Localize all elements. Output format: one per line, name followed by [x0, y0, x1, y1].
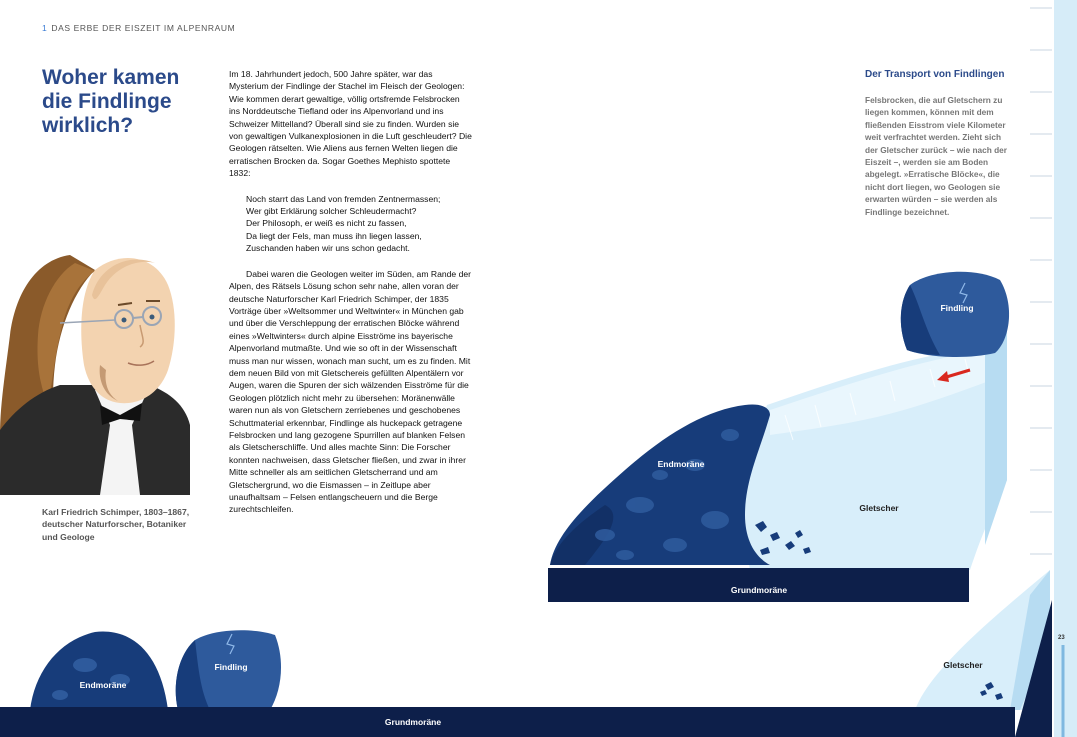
quote-line: Wer gibt Erklärung solcher Schleudermacht?: [246, 206, 417, 217]
label-endmoraene: Endmoräne: [657, 459, 705, 469]
running-title: DAS ERBE DER EISZEIT IM ALPENRAUM: [51, 23, 236, 33]
page-number: 23: [1058, 635, 1065, 641]
label-gletscher-bottom: Gletscher: [943, 660, 983, 670]
body-paragraph-2: Dabei waren die Geologen weiter im Süden, am Rande der Alpen, des Rätsels Lösung schon sehr nahe, allen voran der deutsche Naturforscher Karl Friedrich Schimper, der 1835 Vorträge über »Weltsommer und Weltwinter« in München gab und über die Verschleppung der erratischen Blöcke während eines »Weltwinters« durch alpine Eisströme ins bayerische Alpenvorland mutmaßte. Und wie so oft in der Wissenschaft muss man nur wissen, wonach man sucht, um es zu finden. Mit dem neuen Bild von mit Gletschereis gefüllten Alpentälern vor Augen, waren die Spuren der sich wälzenden Eisströme für die Geologen plötzlich nicht mehr zu übersehen: Moränenwälle waren nun als von Gletschern zerriebenes und geschobenes Schuttmaterial erkennbar, Findlinge als huckepack getragene Felsbrocken und lang gezogene Spurrillen auf blanken Felsen als Gletscherschliffe. Und alles machte Sinn: Die Forscher konnten nachweisen, dass Gletscher fließen, und zwar in ihrer Mitte schneller als am seitlichen Gletscherrand und am Gletschergrund, wo die Eismassen – in Zeitlupe aber unaufhaltsam – Felsen entlangscheuern und die Berge zurechtschleifen.: [229, 268, 471, 515]
title-line-1: Woher kamen: [42, 66, 180, 89]
page-title: [42, 66, 212, 138]
label-findling-bottom: Findling: [214, 662, 248, 672]
label-findling: Findling: [940, 303, 974, 313]
body-paragraph-1: Im 18. Jahrhundert jedoch, 500 Jahre später, war das Mysterium der Findlinge der Stachel im Fleisch der Geologen: Wie kommen derart gewaltige, völlig ortsfremde Felsbrocken ins Norddeutsche Tiefland oder ins Alpenvorland und ins Schweizer Mittelland? Überall sind sie zu finden. Wurden sie von gewaltigen Vulkanexplosionen in die Luft geschleudert? Die Geologen rätselten. Wie Aliens aus fernen Welten liegen die erratischen Brocken da. Sogar Goethes Mephisto spottete 1832:: [229, 69, 472, 179]
chapter-number: 1: [42, 23, 48, 33]
quote-line: Da liegt der Fels, man muss ihn liegen lassen,: [246, 230, 422, 241]
portrait-caption: Karl Friedrich Schimper, 1803–1867, deutscher Naturforscher, Botaniker und Geologe: [42, 507, 190, 542]
schimper-portrait: [0, 235, 195, 495]
bottom-diagram: [0, 570, 1077, 737]
glacier-diagram: [545, 265, 1015, 610]
label-grundmoraene: Grundmoräne: [730, 585, 788, 595]
title-line-3: wirklich?: [42, 114, 134, 137]
running-head: [42, 23, 235, 33]
quote-line: Der Philosoph, er weiß es nicht zu fassen,: [246, 218, 407, 229]
body-text: [229, 68, 472, 516]
label-gletscher: Gletscher: [859, 503, 899, 513]
quote-line: Noch starrt das Land von fremden Zentnermassen;: [246, 193, 441, 204]
sidebar-text: Felsbrocken, die auf Gletschern zu liegen kommen, können mit dem fließenden Eisstrom viele Kilometer weit verfrachtet werden. Zieht sich der Gletscher zurück – wie nach der Eiszeit –, werden sie am Boden abgelegt. »Erratische Blöcke«, die nicht dort liegen, wo Geologen sie erwarten würden – sie werden als Findlinge bezeichnet.: [865, 95, 1008, 217]
label-endmoraene-bottom: Endmoräne: [79, 680, 127, 690]
sidebar-title: Der Transport von Findlingen: [865, 69, 1005, 80]
label-grundmoraene-bottom: Grundmoräne: [384, 717, 442, 727]
title-line-2: die Findlinge: [42, 90, 172, 113]
goethe-quote: [246, 193, 472, 255]
quote-line: Zuschanden haben wir uns schon gedacht.: [246, 243, 410, 254]
